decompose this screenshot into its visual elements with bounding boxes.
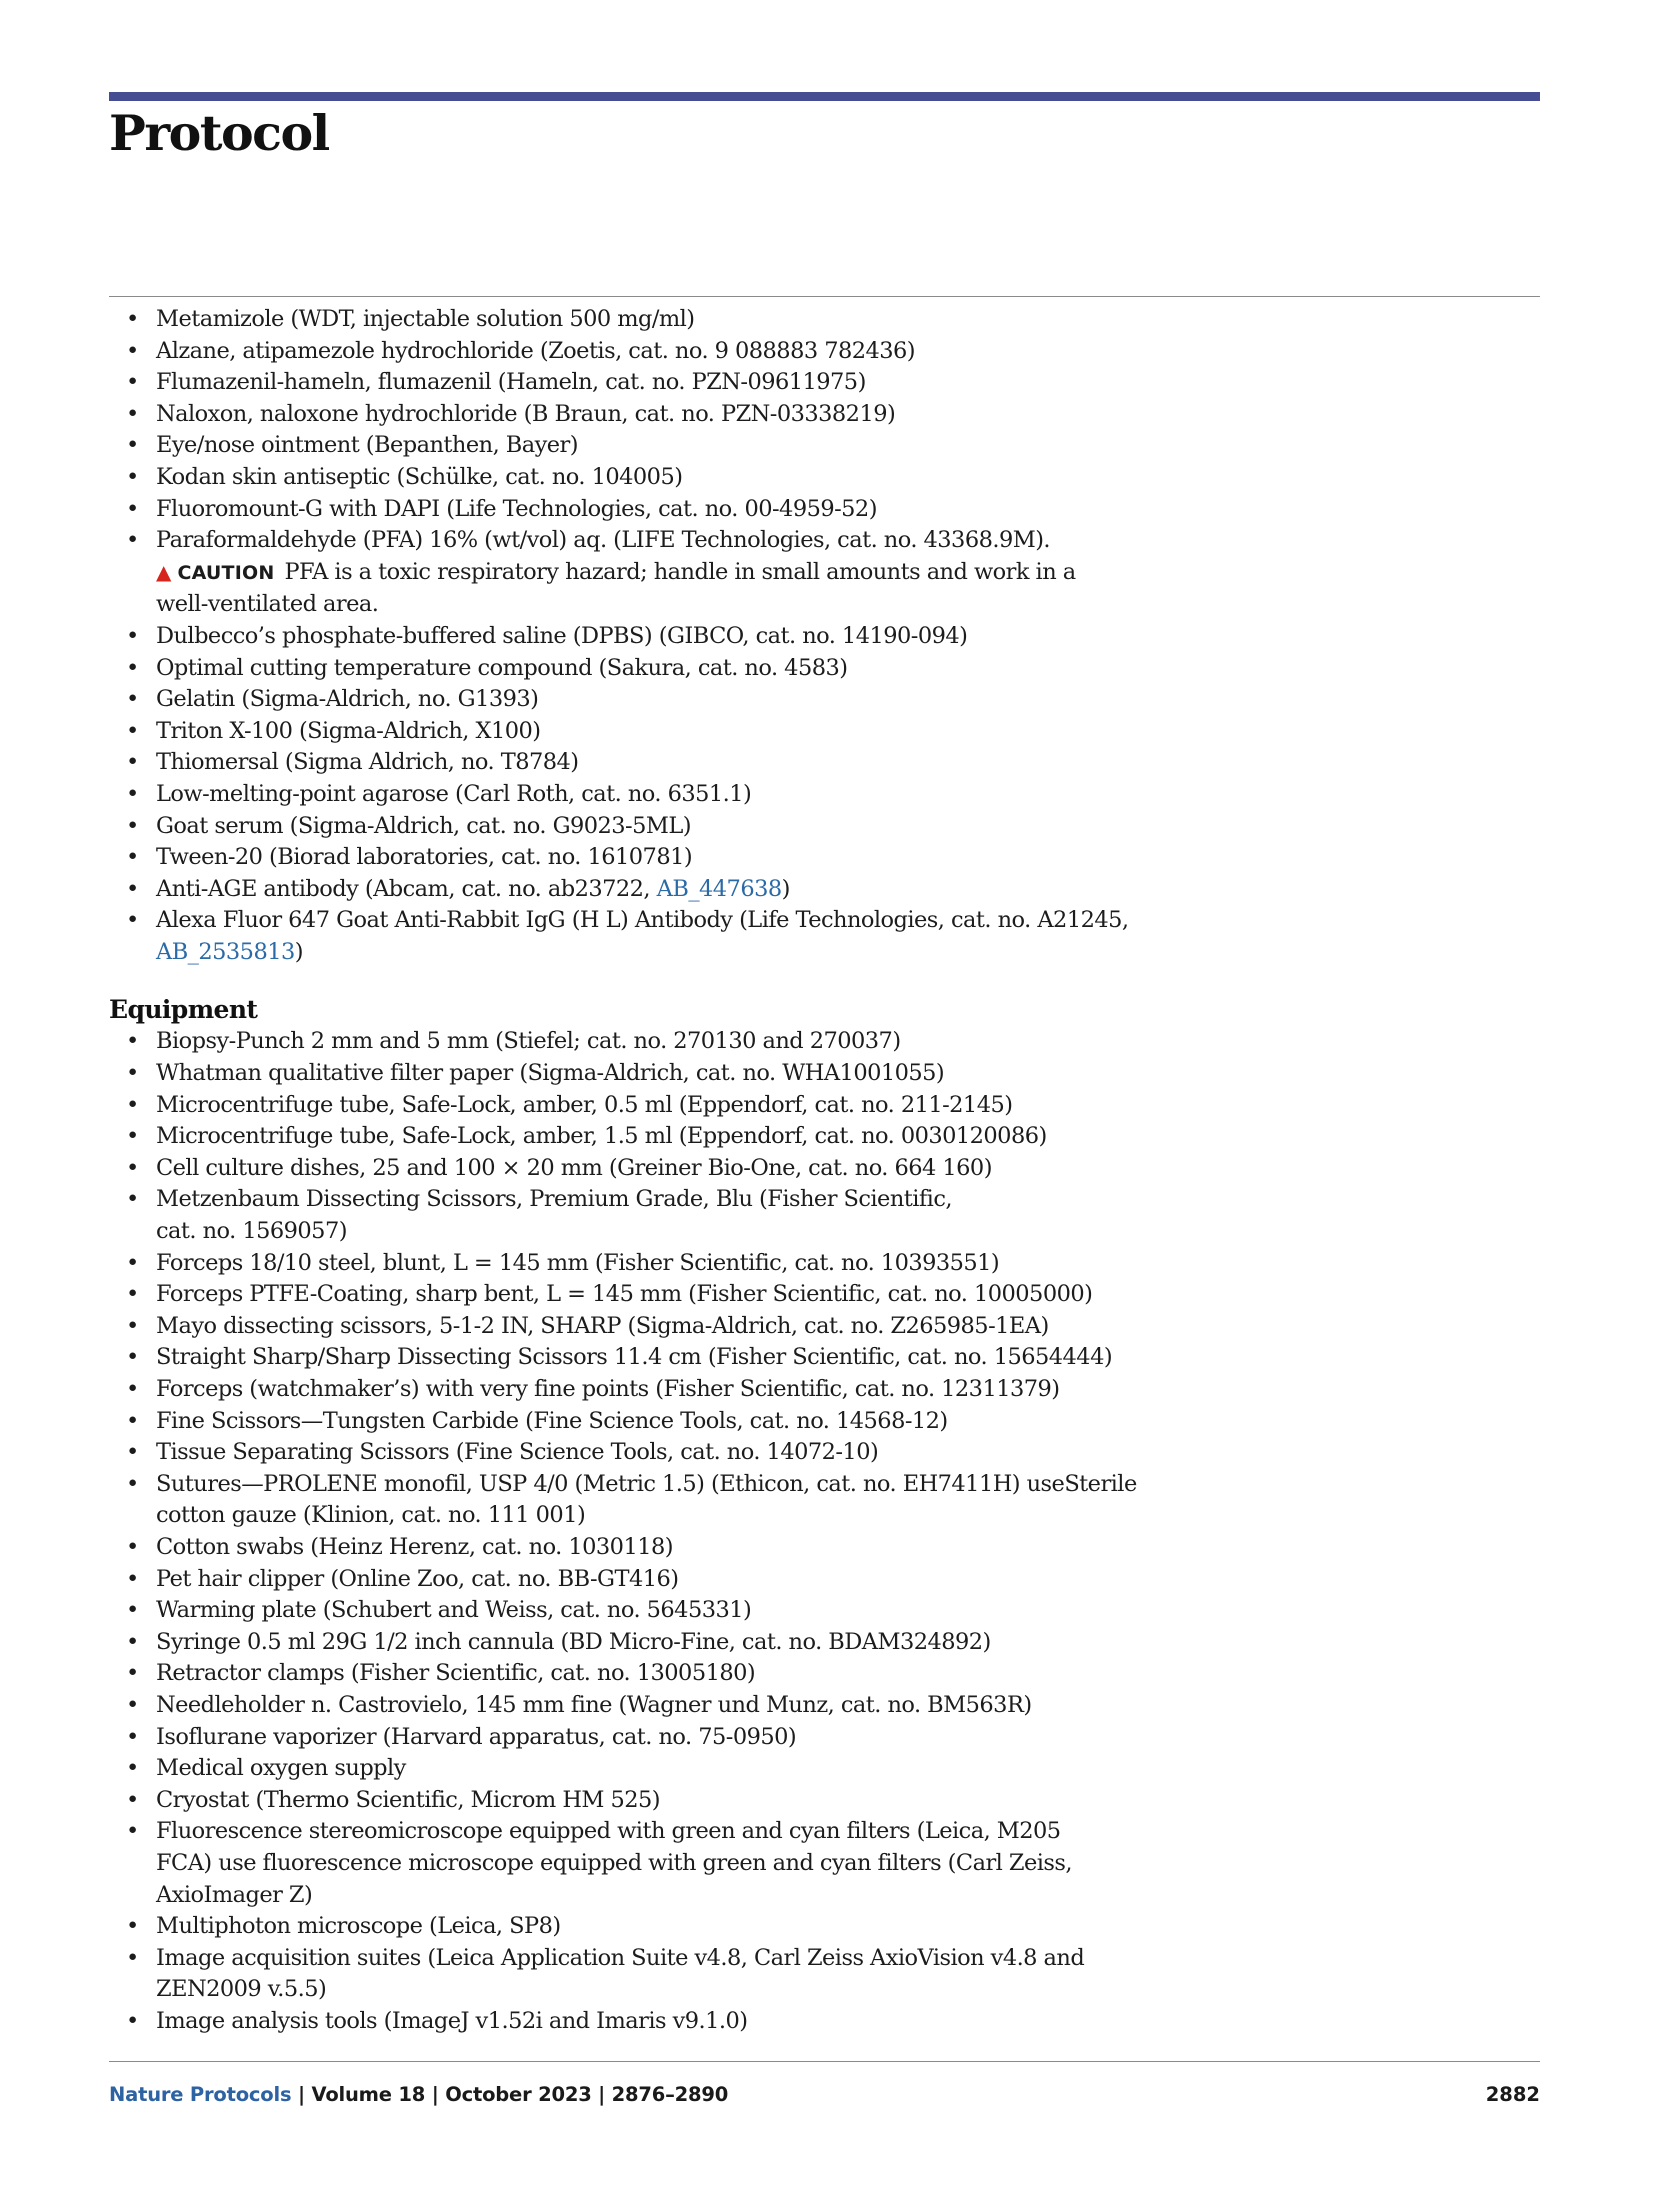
list-item: • Straight Sharp/Sharp Dissecting Scissors 11.4 cm (Fisher Scientific, cat. no. 15654444) [109,1342,1219,1374]
bullet: • [126,622,139,649]
list-item: • Fluorescence stereomicroscope equipped with green and cyan filters (Leica, M205 FCA) use fluorescence microscope equipped with green and cyan filters (Carl Zeiss, AxioImager Z) [126,1818,1072,1908]
content-top-divider [109,296,1540,297]
bullet: • [126,1913,139,1940]
bullet: • [126,2007,139,2034]
list-item: • Forceps 18/10 steel, blunt, L = 145 mm (Fisher Scientific, cat. no. 10393551) [109,1248,1219,1280]
rrid-link[interactable]: AB_447638 [656,875,782,902]
bullet: • [126,1154,139,1181]
caution-note: ▲ CAUTION PFA is a toxic respiratory hazard; handle in small amounts and work in a [156,558,1076,585]
bullet: • [126,1470,139,1497]
issue-details: | Volume 18 | October 2023 | 2876–2890 [291,2083,729,2106]
bullet: • [126,1091,139,1118]
bullet: • [126,1565,139,1592]
list-item: • Paraformaldehyde (PFA) 16% (wt/vol) aq. (LIFE Technologies, cat. no. 43368.9M). ▲ CAUTION PFA is a toxic respiratory hazard; handle in small amounts and work in a well-ventilated area. [109,525,1219,621]
list-item: • Fine Scissors—Tungsten Carbide (Fine Science Tools, cat. no. 14568-12) [109,1406,1219,1438]
list-item: • Optimal cutting temperature compound (Sakura, cat. no. 4583) [109,653,1219,685]
bullet: • [126,1060,139,1087]
list-item: • Alzane, atipamezole hydrochloride (Zoetis, cat. no. 9 088883 782436) [109,336,1219,368]
bullet: • [126,1691,139,1718]
bullet: • [126,686,139,713]
list-item: • Eye/nose ointment (Bepanthen, Bayer) [109,430,1219,462]
list-item: • Pet hair clipper (Online Zoo, cat. no. BB-GT416) [109,1564,1219,1596]
bullet: • [126,1818,139,1845]
bullet: • [126,337,139,364]
list-item: • Biopsy-Punch 2 mm and 5 mm (Stiefel; cat. no. 270130 and 270037) [109,1026,1219,1058]
footer-divider [109,2061,1540,2062]
list-item: • Isoflurane vaporizer (Harvard apparatus, cat. no. 75-0950) [109,1722,1219,1754]
list-item: • Forceps PTFE-Coating, sharp bent, L = 145 mm (Fisher Scientific, cat. no. 10005000) [109,1279,1219,1311]
bullet: • [126,1944,139,1971]
list-item: • Low-melting-point agarose (Carl Roth, cat. no. 6351.1) [109,779,1219,811]
warning-triangle-icon: ▲ [156,559,171,584]
list-item: • Syringe 0.5 ml 29G 1/2 inch cannula (BD Micro-Fine, cat. no. BDAM324892) [109,1627,1219,1659]
list-item: • Cell culture dishes, 25 and 100 × 20 mm (Greiner Bio-One, cat. no. 664 160) [109,1153,1219,1185]
footer-citation [109,2083,728,2106]
list-item: • Anti-AGE antibody (Abcam, cat. no. ab23722, AB_447638) [109,874,1219,906]
bullet: • [126,1786,139,1813]
materials-content [109,304,1219,2037]
reagents-list [109,304,1219,968]
bullet: • [126,654,139,681]
list-item: • Sutures—PROLENE monofil, USP 4/0 (Metric 1.5) (Ethicon, cat. no. EH7411H) useSterile cotton gauze (Klinion, cat. no. 111 001) [126,1470,1137,1529]
bullet: • [126,1186,139,1213]
list-item: • Forceps (watchmaker’s) with very fine points (Fisher Scientific, cat. no. 12311379) [109,1374,1219,1406]
list-item: • Dulbecco’s phosphate-buffered saline (DPBS) (GIBCO, cat. no. 14190-094) [109,621,1219,653]
list-item: • Tween-20 (Biorad laboratories, cat. no. 1610781) [109,842,1219,874]
bullet: • [126,1376,139,1402]
journal-name[interactable]: Nature Protocols [109,2083,292,2106]
list-item: • Thiomersal (Sigma Aldrich, no. T8784) [109,747,1219,779]
bullet: • [126,1597,139,1624]
list-item: • Medical oxygen supply [109,1753,1219,1785]
bullet: • [126,1660,139,1687]
page-title: Protocol [109,104,329,162]
equipment-heading: Equipment [109,995,258,1025]
rrid-link[interactable]: AB_2535813 [156,938,295,965]
list-item: • Multiphoton microscope (Leica, SP8) [109,1911,1219,1943]
list-item: • Kodan skin antiseptic (Schülke, cat. no. 104005) [109,462,1219,494]
list-item: • Needleholder n. Castrovielo, 145 mm fine (Wagner und Munz, cat. no. BM563R) [109,1690,1219,1722]
list-item: • Tissue Separating Scissors (Fine Science Tools, cat. no. 14072-10) [109,1437,1219,1469]
bullet: • [126,1028,139,1055]
list-item: • Gelatin (Sigma-Aldrich, no. G1393) [109,684,1219,716]
caution-label: CAUTION [177,561,275,584]
bullet: • [126,1407,139,1434]
list-item: • Cotton swabs (Heinz Herenz, cat. no. 1030118) [109,1532,1219,1564]
caution-note-continued: well-ventilated area. [156,591,379,618]
list-item: • Cryostat (Thermo Scientific, Microm HM 525) [109,1785,1219,1817]
bullet: • [126,1439,139,1466]
list-item: • Image analysis tools (ImageJ v1.52i and Imaris v9.1.0) [109,2006,1219,2038]
list-item: • Retractor clamps (Fisher Scientific, cat. no. 13005180) [109,1658,1219,1690]
bullet: • [126,907,139,934]
bullet: • [126,463,139,490]
bullet: • [126,306,139,332]
list-item: • Mayo dissecting scissors, 5-1-2 IN, SHARP (Sigma-Aldrich, cat. no. Z265985-1EA) [109,1311,1219,1343]
bullet: • [126,875,139,902]
list-item: • Whatman qualitative filter paper (Sigma-Aldrich, cat. no. WHA1001055) [109,1058,1219,1090]
bullet: • [126,780,139,807]
bullet: • [126,1249,139,1276]
list-item: • Naloxon, naloxone hydrochloride (B Braun, cat. no. PZN-03338219) [109,399,1219,431]
list-item: • Metzenbaum Dissecting Scissors, Premium Grade, Blu (Fisher Scientific, cat. no. 1569057) [126,1186,952,1245]
list-item: • Metamizole (WDT, injectable solution 500 mg/ml) [109,304,1219,336]
list-item: • Image acquisition suites (Leica Application Suite v4.8, Carl Zeiss AxioVision v4.8 and ZEN2009 v.5.5) [126,1944,1085,2003]
list-item: • Microcentrifuge tube, Safe-Lock, amber, 1.5 ml (Eppendorf, cat. no. 0030120086) [109,1121,1219,1153]
bullet: • [126,812,139,839]
header-rule [109,92,1540,101]
list-item: • Goat serum (Sigma-Aldrich, cat. no. G9023-5ML) [109,811,1219,843]
bullet: • [126,369,139,396]
list-item: • Warming plate (Schubert and Weiss, cat. no. 5645331) [109,1595,1219,1627]
list-item: • Triton X-100 (Sigma-Aldrich, X100) [109,716,1219,748]
bullet: • [126,1628,139,1655]
list-item: • Microcentrifuge tube, Safe-Lock, amber, 0.5 ml (Eppendorf, cat. no. 211-2145) [109,1090,1219,1122]
bullet: • [126,432,139,459]
bullet: • [126,495,139,522]
bullet: • [126,1123,139,1150]
bullet: • [126,400,139,427]
bullet: • [126,1755,139,1782]
bullet: • [126,1312,139,1339]
list-item: • Alexa Fluor 647 Goat Anti-Rabbit IgG (H L) Antibody (Life Technologies, cat. no. A21245, AB_2535813) [126,907,1129,965]
bullet: • [126,844,139,871]
bullet: • [126,717,139,744]
list-item: • Fluoromount-G with DAPI (Life Technologies, cat. no. 00-4959-52) [109,494,1219,526]
bullet: • [126,749,139,776]
bullet: • [126,1723,139,1750]
bullet: • [126,1533,139,1560]
bullet: • [126,1281,139,1308]
page-number: 2882 [1485,2083,1540,2106]
equipment-list [109,1026,1219,2037]
bullet: • [126,1344,139,1371]
list-item: • Flumazenil-hameln, flumazenil (Hameln, cat. no. PZN-09611975) [109,367,1219,399]
bullet: • [126,527,139,554]
